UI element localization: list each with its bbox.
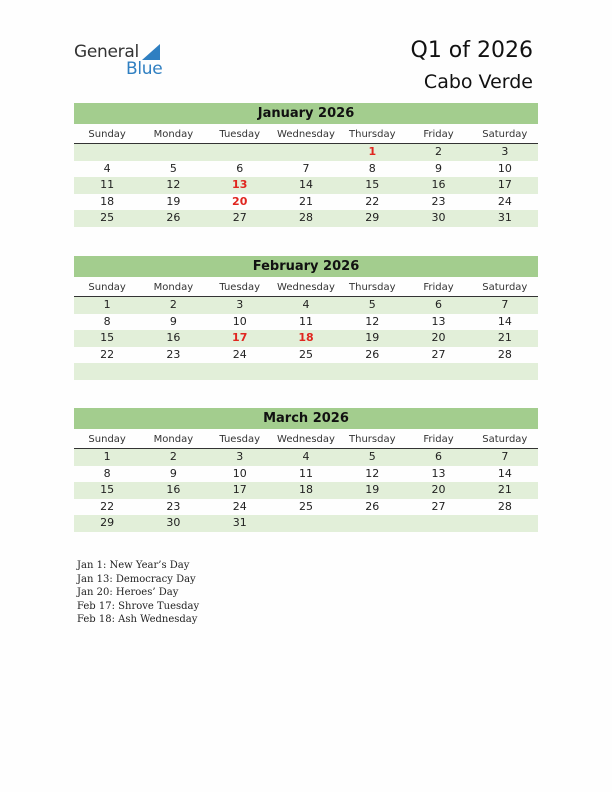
day-cell: 5 [169, 161, 177, 175]
day-cell: 25 [298, 347, 313, 361]
month-header: February 2026 [74, 256, 538, 277]
day-cell: 14 [298, 178, 313, 191]
day-cell [140, 363, 206, 380]
week-row [74, 144, 538, 161]
day-cell: 11 [100, 178, 115, 191]
day-cell: 8 [368, 161, 376, 175]
day-cell: 6 [435, 450, 443, 463]
generalblue-logo [74, 42, 194, 78]
weeks-grid [74, 144, 538, 227]
logo-text-blue: Blue [126, 59, 163, 79]
day-cell: 7 [501, 298, 509, 311]
week-row [74, 363, 538, 380]
day-cell: 18 [298, 483, 313, 496]
day-cell: 25 [298, 499, 313, 513]
day-cell [339, 363, 405, 380]
weekday-label: Saturday [482, 282, 528, 293]
day-cell: 20 [431, 331, 446, 344]
week-row [74, 330, 538, 347]
day-cell: 23 [431, 194, 446, 208]
day-cell [74, 363, 140, 380]
day-cell: 3 [236, 298, 244, 311]
day-cell: 1 [103, 450, 111, 463]
day-cell: 20 [232, 194, 248, 208]
day-cell: 15 [365, 178, 380, 191]
week-row [74, 347, 538, 364]
day-cell: 28 [298, 211, 313, 224]
day-cell: 8 [103, 466, 111, 480]
week-row [74, 499, 538, 516]
day-cell: 31 [232, 516, 247, 529]
day-cell: 6 [236, 161, 244, 175]
weekday-label: Saturday [482, 434, 528, 445]
weekday-header-row [74, 127, 538, 144]
day-cell: 31 [497, 211, 512, 224]
day-cell: 23 [166, 347, 181, 361]
day-cell: 20 [431, 483, 446, 496]
day-cell: 26 [166, 211, 181, 224]
day-cell [339, 515, 405, 532]
day-cell: 12 [166, 178, 181, 191]
day-cell [273, 144, 339, 161]
holiday-item: Feb 17: Shrove Tuesday [77, 600, 200, 612]
week-row [74, 482, 538, 499]
day-cell: 14 [497, 314, 512, 328]
day-cell: 10 [497, 161, 512, 175]
holiday-item: Jan 20: Heroes’ Day [77, 587, 179, 599]
day-cell: 8 [103, 314, 111, 328]
country-subtitle: Cabo Verde [423, 71, 533, 93]
holiday-list [77, 559, 199, 627]
day-cell: 27 [431, 347, 446, 361]
weekday-header-row [74, 280, 538, 297]
weekday-label: Thursday [349, 129, 396, 140]
weekday-label: Wednesday [277, 434, 335, 445]
week-row [74, 210, 538, 227]
weekday-label: Thursday [349, 434, 396, 445]
day-cell: 26 [365, 347, 380, 361]
day-cell: 16 [166, 483, 181, 496]
week-row [74, 515, 538, 532]
day-cell: 18 [100, 194, 115, 208]
day-cell: 25 [100, 211, 115, 224]
weekday-label: Tuesday [219, 282, 261, 293]
day-cell: 10 [232, 466, 247, 480]
weeks-grid [74, 297, 538, 380]
day-cell: 29 [100, 516, 115, 529]
day-cell [405, 515, 471, 532]
weekday-label: Monday [153, 129, 194, 140]
day-cell: 17 [232, 331, 248, 344]
weekday-label: Tuesday [219, 129, 261, 140]
day-cell: 26 [365, 499, 380, 513]
day-cell: 14 [497, 466, 512, 480]
day-cell: 9 [169, 314, 177, 328]
week-row [74, 466, 538, 483]
day-cell: 28 [497, 499, 512, 513]
day-cell: 11 [298, 314, 313, 328]
day-cell: 19 [365, 483, 380, 496]
weekday-label: Thursday [349, 282, 396, 293]
day-cell: 9 [435, 161, 443, 175]
day-cell: 6 [435, 298, 443, 311]
day-cell: 24 [232, 499, 247, 513]
day-cell: 27 [232, 211, 247, 224]
week-row [74, 449, 538, 466]
day-cell [405, 363, 471, 380]
day-cell: 23 [166, 499, 181, 513]
day-cell: 11 [298, 466, 313, 480]
month-header: March 2026 [74, 408, 538, 429]
day-cell: 30 [166, 516, 181, 529]
month-calendar-february [74, 256, 538, 380]
day-cell: 16 [431, 178, 446, 191]
day-cell [472, 515, 538, 532]
month-header: January 2026 [74, 103, 538, 124]
month-calendar-january [74, 103, 538, 227]
weekday-label: Saturday [482, 129, 528, 140]
holiday-item: Feb 18: Ash Wednesday [77, 614, 198, 626]
weekday-label: Wednesday [277, 282, 335, 293]
day-cell: 4 [302, 298, 310, 311]
day-cell: 19 [166, 194, 181, 208]
day-cell: 15 [100, 483, 115, 496]
weekday-label: Sunday [88, 129, 126, 140]
day-cell: 28 [497, 347, 512, 361]
day-cell: 30 [431, 211, 446, 224]
logo-triangle-icon [142, 44, 160, 60]
day-cell: 1 [368, 145, 377, 158]
day-cell: 3 [236, 450, 244, 463]
day-cell: 12 [365, 466, 380, 480]
day-cell: 15 [100, 331, 115, 344]
day-cell [273, 363, 339, 380]
weekday-label: Friday [423, 282, 454, 293]
day-cell: 27 [431, 499, 446, 513]
day-cell: 7 [302, 161, 310, 175]
weekday-label: Tuesday [219, 434, 261, 445]
week-row [74, 161, 538, 178]
logo-text-general: General [74, 42, 139, 62]
weekday-label: Sunday [88, 434, 126, 445]
day-cell: 2 [169, 450, 177, 463]
page-title: Q1 of 2026 [410, 38, 533, 63]
day-cell: 7 [501, 450, 509, 463]
weekday-label: Sunday [88, 282, 126, 293]
day-cell: 13 [431, 314, 446, 328]
weekday-label: Monday [153, 434, 194, 445]
day-cell: 17 [232, 483, 247, 496]
day-cell: 21 [298, 194, 313, 208]
week-row [74, 314, 538, 331]
week-row [74, 194, 538, 211]
day-cell: 18 [298, 331, 314, 344]
day-cell [472, 363, 538, 380]
day-cell: 16 [166, 331, 181, 344]
week-row [74, 177, 538, 194]
day-cell: 22 [100, 499, 115, 513]
day-cell [74, 144, 140, 161]
day-cell: 3 [501, 145, 509, 158]
day-cell: 2 [435, 145, 443, 158]
day-cell: 2 [169, 298, 177, 311]
day-cell: 13 [232, 178, 248, 191]
day-cell: 21 [497, 331, 512, 344]
day-cell: 4 [103, 161, 111, 175]
weekday-label: Friday [423, 434, 454, 445]
day-cell: 10 [232, 314, 247, 328]
day-cell [140, 144, 206, 161]
day-cell: 4 [302, 450, 310, 463]
day-cell: 1 [103, 298, 111, 311]
weeks-grid [74, 449, 538, 532]
day-cell: 22 [100, 347, 115, 361]
weekday-header-row [74, 432, 538, 449]
weekday-label: Wednesday [277, 129, 335, 140]
day-cell [207, 144, 273, 161]
day-cell: 29 [365, 211, 380, 224]
month-calendar-march [74, 408, 538, 532]
weekday-label: Monday [153, 282, 194, 293]
day-cell: 12 [365, 314, 380, 328]
day-cell: 24 [497, 194, 512, 208]
day-cell: 5 [368, 450, 376, 463]
day-cell [207, 363, 273, 380]
day-cell [273, 515, 339, 532]
day-cell: 5 [368, 298, 376, 311]
day-cell: 24 [232, 347, 247, 361]
day-cell: 13 [431, 466, 446, 480]
holiday-item: Jan 1: New Year’s Day [77, 560, 190, 571]
day-cell: 9 [169, 466, 177, 480]
holiday-item: Jan 13: Democracy Day [77, 573, 196, 585]
week-row [74, 297, 538, 314]
day-cell: 17 [497, 178, 512, 191]
day-cell: 21 [497, 483, 512, 496]
day-cell: 19 [365, 331, 380, 344]
weekday-label: Friday [423, 129, 454, 140]
day-cell: 22 [365, 194, 380, 208]
